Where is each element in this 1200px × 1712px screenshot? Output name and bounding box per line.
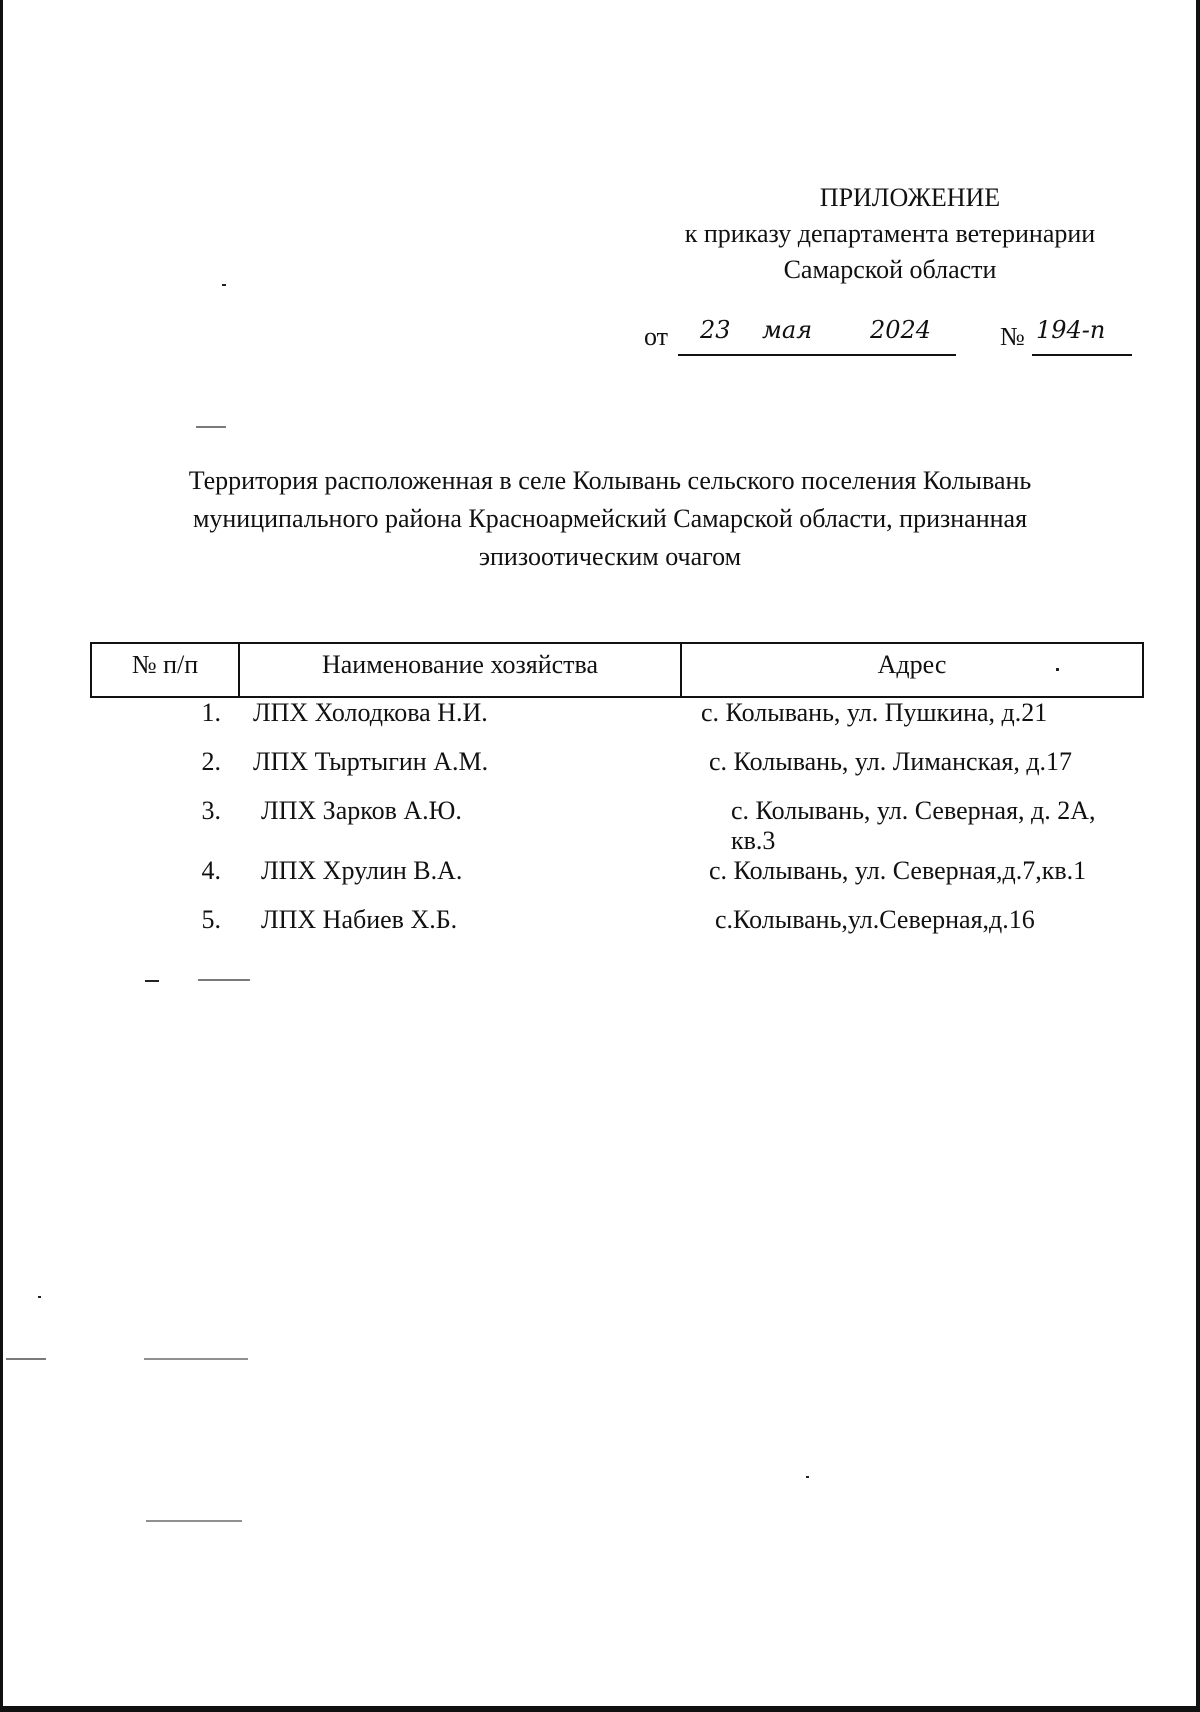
row-farm-name: ЛПХ Тыртыгин А.М.: [253, 747, 489, 776]
order-month: мая: [762, 316, 813, 344]
heading-line-1: Территория расположенная в селе Колывань сельского поселения Колывань: [188, 466, 1032, 495]
row-address: с. Колывань, ул. Пушкина, д.21: [701, 698, 1048, 727]
scan-edge-left: [0, 0, 3, 1712]
row-address: с. Колывань, ул. Северная, д. 2А, кв.3: [731, 796, 1096, 855]
document-heading: [150, 462, 1070, 576]
scan-speck: [6, 1358, 46, 1360]
scan-speck: [1056, 668, 1059, 671]
row-farm-name: ЛПХ Набиев Х.Б.: [261, 905, 458, 934]
table-row: [91, 697, 1143, 747]
row-farm-name: ЛПХ Холодкова Н.И.: [253, 698, 488, 727]
column-header-number: № п/п: [91, 643, 239, 697]
row-number: 4.: [201, 856, 221, 885]
order-number-label: №: [1000, 322, 1025, 351]
appendix-title: ПРИЛОЖЕНИЕ: [819, 183, 1001, 212]
scan-edge-bottom: [0, 1706, 1200, 1712]
order-number: 194-п: [1036, 316, 1106, 344]
scan-speck: [196, 426, 226, 428]
order-date-number: [644, 316, 1144, 362]
row-address: с. Колывань, ул. Северная,д.7,кв.1: [709, 856, 1087, 885]
row-address: с. Колывань, ул. Лиманская, д.17: [709, 747, 1073, 776]
scan-speck: [144, 1358, 248, 1360]
row-number: 3.: [201, 796, 221, 825]
scan-speck: [806, 1476, 809, 1478]
scan-edge-right: [1196, 0, 1200, 1712]
column-header-name: Наименование хозяйства: [239, 643, 681, 697]
row-farm-name: ЛПХ Зарков А.Ю.: [261, 796, 462, 825]
table-row: [91, 905, 1143, 954]
order-from-label: от: [644, 322, 669, 351]
heading-line-3: эпизоотическим очагом: [478, 542, 742, 571]
scan-speck: [145, 980, 159, 982]
heading-line-2: муниципального района Красноармейский Самарской области, признанная: [192, 504, 1028, 533]
table-row: [91, 796, 1143, 856]
scan-speck: [146, 1520, 242, 1522]
appendix-line-2: Самарской области: [783, 255, 997, 284]
table-row: [91, 856, 1143, 905]
farms-table: [90, 642, 1144, 954]
row-number: 1.: [201, 698, 221, 727]
row-number: 5.: [201, 905, 221, 934]
row-address: с.Колывань,ул.Северная,д.16: [715, 905, 1035, 934]
column-header-address: Адрес: [681, 643, 1143, 697]
appendix-header: [600, 180, 1180, 288]
row-farm-name: ЛПХ Хрулин В.А.: [261, 856, 463, 885]
scan-speck: [38, 1296, 41, 1298]
table-row: [91, 747, 1143, 796]
row-number: 2.: [201, 747, 221, 776]
order-year: 2024: [870, 316, 932, 344]
appendix-line-1: к приказу департамента ветеринарии: [684, 219, 1096, 248]
order-day: 23: [700, 316, 731, 344]
scan-speck: [222, 284, 226, 286]
scan-speck: [198, 979, 250, 981]
table-header-row: [91, 643, 1143, 697]
